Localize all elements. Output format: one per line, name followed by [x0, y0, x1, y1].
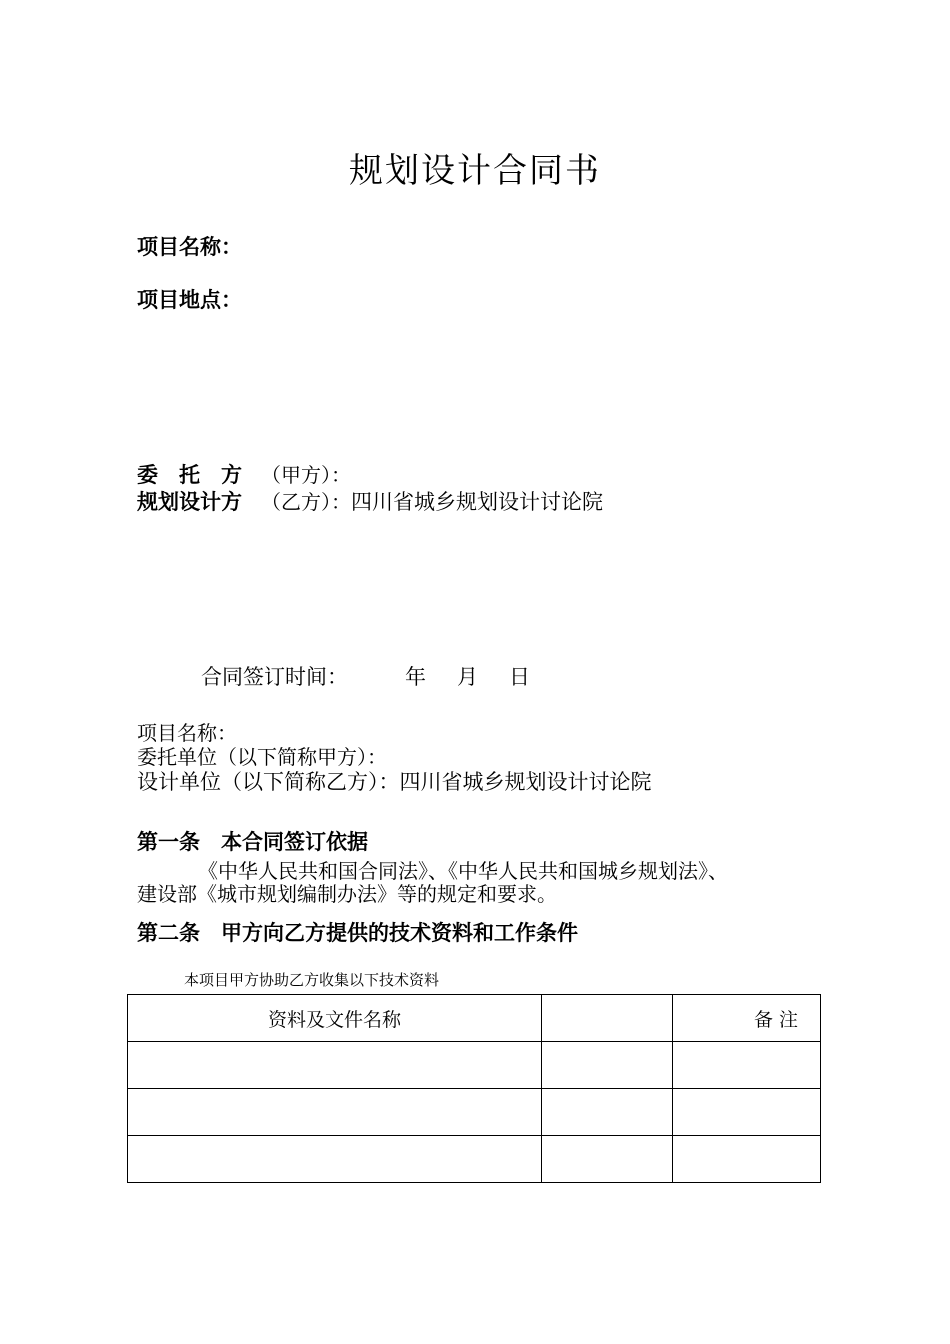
table-row [128, 1042, 821, 1089]
table-header-cell: 资料及文件名称 [128, 995, 542, 1042]
materials-table [127, 994, 821, 1183]
signing-day: 日 [509, 665, 530, 689]
client-party-label: 委 托 方 [137, 462, 242, 487]
table-cell [542, 1089, 673, 1136]
table-header-row [128, 995, 821, 1042]
body-project-name: 项目名称： [137, 721, 237, 745]
article2-note: 本项目甲方协助乙方收集以下技术资料 [184, 971, 440, 989]
article1-text-line1: 《中华人民共和国合同法》、《中华人民共和国城乡规划法》、 [198, 859, 728, 883]
body-design-unit-value: 四川省城乡规划设计讨论院 [399, 770, 652, 794]
body-design-unit-label: 设计单位（以下简称乙方）： [137, 770, 400, 794]
table-cell [542, 1042, 673, 1089]
table-cell [542, 1136, 673, 1183]
article2-heading: 第二条 甲方向乙方提供的技术资料和工作条件 [137, 920, 578, 945]
table-header-cell: 备 注 [673, 995, 821, 1042]
designer-party-paren: （乙方）： [261, 490, 351, 514]
signing-date-label: 合同签订时间： [201, 665, 348, 689]
table-row [128, 1089, 821, 1136]
client-party-paren: （甲方）： [261, 463, 351, 487]
body-design-unit-line [137, 766, 652, 796]
table-cell [128, 1042, 542, 1089]
designer-party-line [137, 486, 603, 516]
body-client-unit: 委托单位（以下简称甲方）： [137, 745, 387, 769]
article1-heading: 第一条 本合同签订依据 [137, 829, 368, 854]
contract-title: 规划设计合同书 [349, 151, 601, 191]
table-cell [673, 1042, 821, 1089]
table-cell [128, 1089, 542, 1136]
designer-party-value: 四川省城乡规划设计讨论院 [351, 490, 603, 514]
table-cell [673, 1089, 821, 1136]
table-cell [128, 1136, 542, 1183]
designer-party-label: 规划设计方 [137, 489, 242, 514]
table-row [128, 1136, 821, 1183]
cover-project-location-label: 项目地点： [137, 287, 242, 312]
table-header-cell [542, 995, 673, 1042]
cover-project-name-label: 项目名称： [137, 234, 242, 259]
article1-text-line2: 建设部《城市规划编制办法》等的规定和要求。 [137, 882, 557, 906]
signing-month: 月 [457, 665, 478, 689]
signing-year: 年 [405, 665, 426, 689]
client-party-line [137, 459, 351, 489]
table-cell [673, 1136, 821, 1183]
